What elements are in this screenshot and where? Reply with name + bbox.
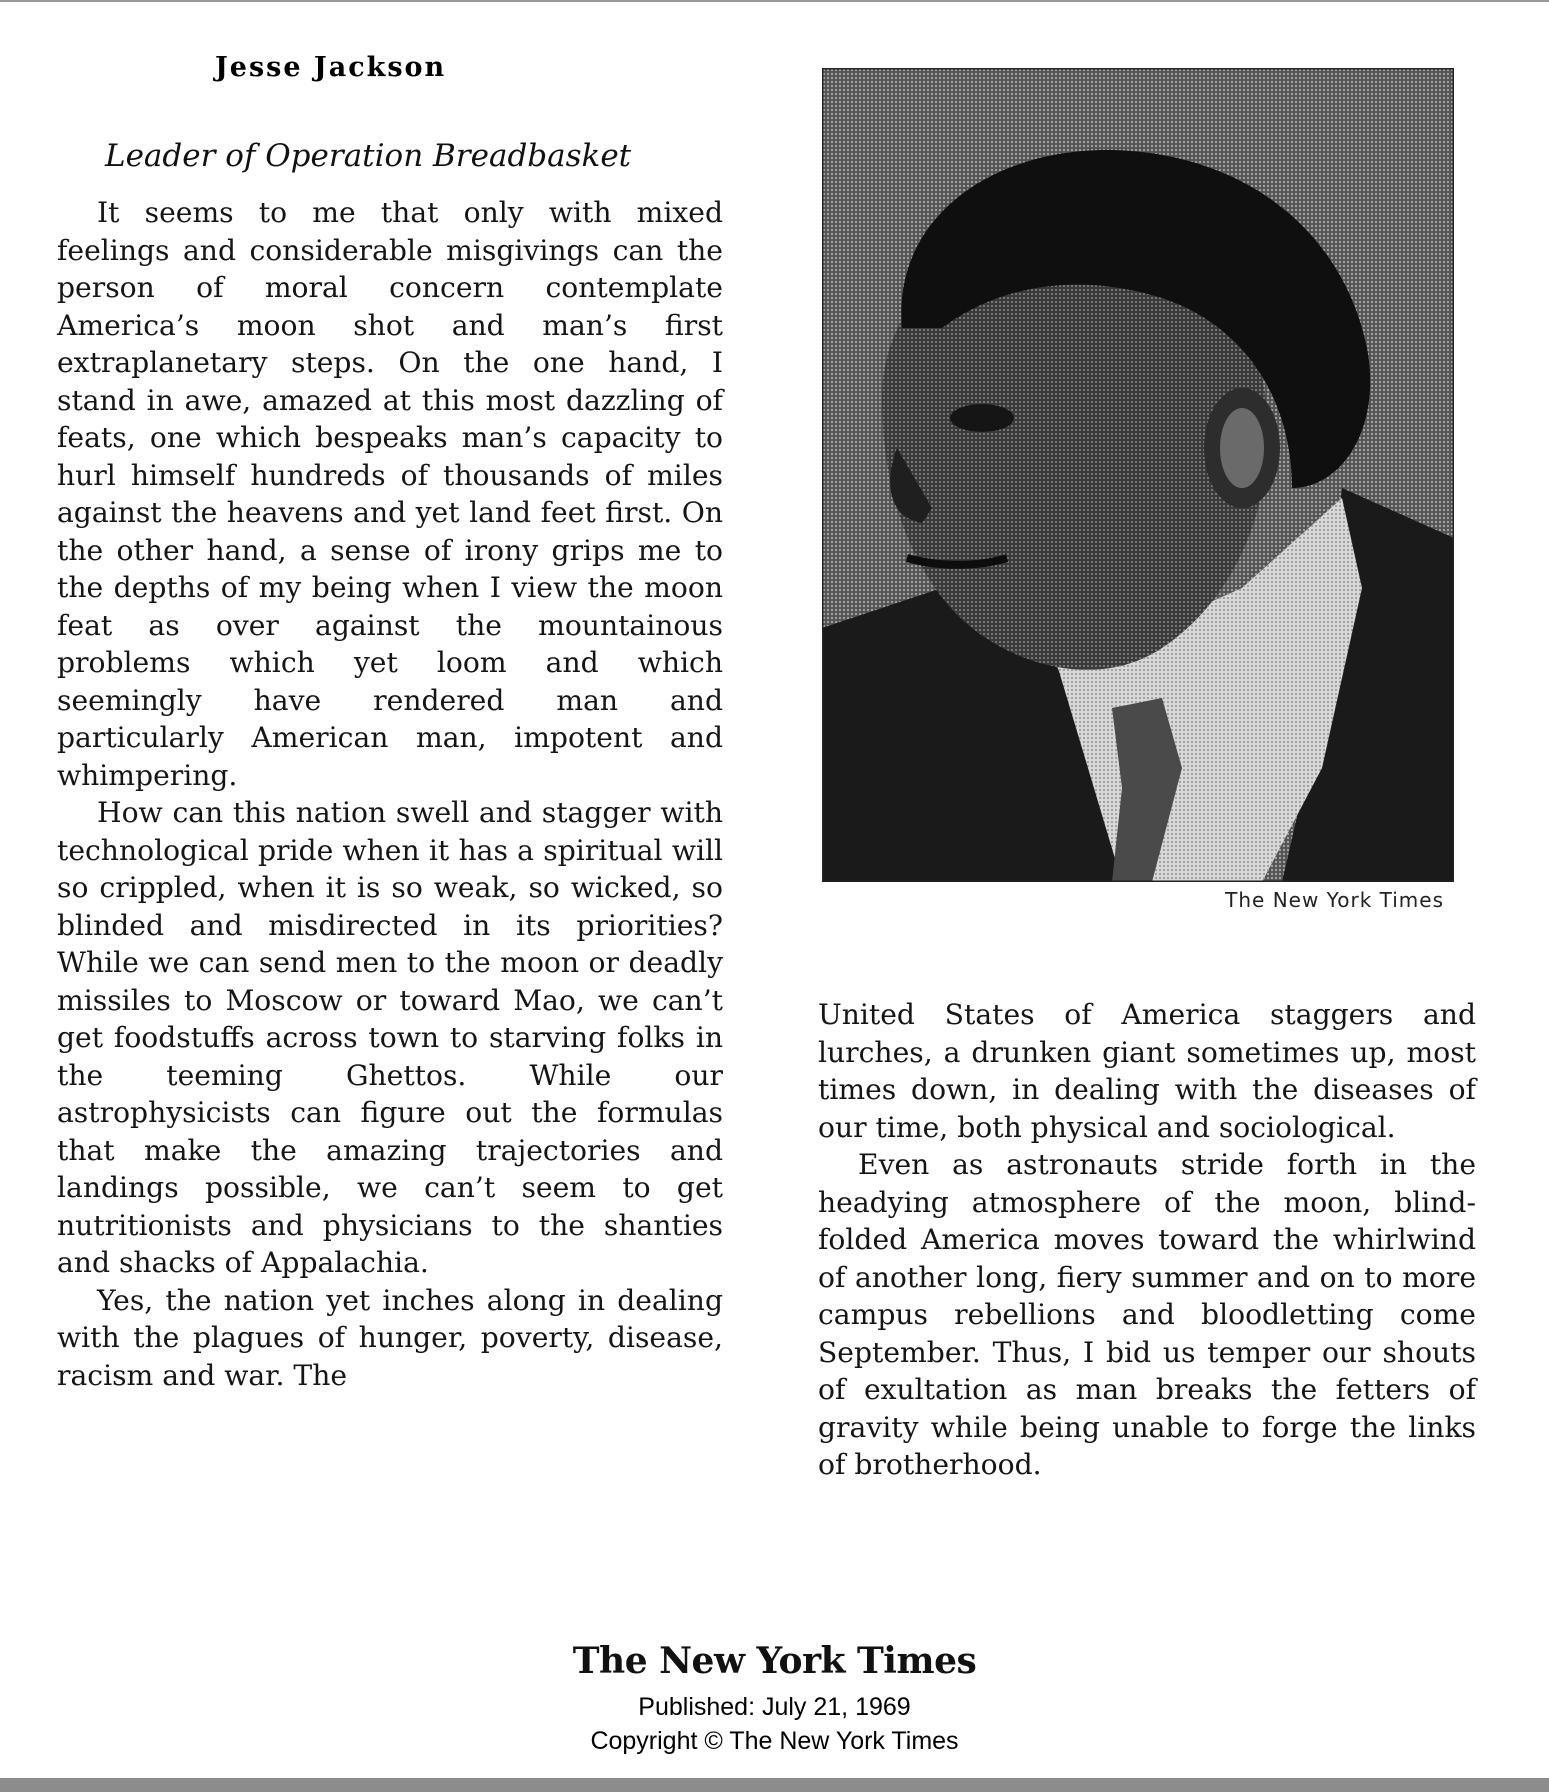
- article-byline: Jesse Jackson: [215, 52, 447, 83]
- nyt-masthead-logo: The New York Times: [572, 1640, 977, 1682]
- photo-credit: The New York Times: [1225, 888, 1444, 912]
- portrait-photo: [822, 68, 1454, 882]
- right-text-column: [818, 996, 1476, 1484]
- footer: [0, 1640, 1549, 1758]
- paragraph-3: Yes, the nation yet inches along in dealing with the plagues of hunger, poverty, disease, racism and war. The: [57, 1283, 723, 1392]
- bottom-border: [0, 1778, 1549, 1792]
- copyright-notice: Copyright © The New York Times: [590, 1727, 959, 1755]
- paragraph-4: United States of America staggers and lurches, a drunken giant sometimes up, most times down, in dealing with the diseases of our time, both physical and sociological.: [818, 998, 1476, 1144]
- publication-date: Published: July 21, 1969: [638, 1693, 911, 1721]
- paragraph-1: It seems to me that only with mixed feelings and considerable misgivings can the person of moral concern contemplate America’s moon shot and man’s first extraplanetary steps. On the one hand, I stand in awe, amazed at this most dazzling of feats, one which bespeaks man’s capacity to hurl himself hundreds of thousands of miles against the heavens and yet land feet first. On the other hand, a sense of irony grips me to the depths of my being when I view the moon feat as over against the mountainous problems which yet loom and which seemingly have rendered man and particularly American man, impotent and whimpering.: [57, 196, 723, 792]
- top-border: [0, 0, 1549, 2]
- article-subtitle: Leader of Operation Breadbasket: [105, 138, 632, 174]
- paragraph-5: Even as astronauts stride forth in the headying atmosphere of the moon, blindfolded America moves toward the whirlwind of another long, fiery summer and on to more campus rebellions and bloodletting come September. Thus, I bid us temper our shouts of exultation as man breaks the fetters of gravity while being unable to forge the links of brotherhood.: [818, 1148, 1476, 1481]
- paragraph-2: How can this nation swell and stagger with technological pride when it has a spiritual will so crippled, when it is so weak, so wicked, so blinded and misdirected in its priorities? While we can send men to the moon or deadly missiles to Moscow or toward Mao, we can’t get foodstuffs across town to starving folks in the teeming Ghettos. While our astrophysicists can figure out the formulas that make the amazing trajectories and landings possible, we can’t seem to get nutritionists and physicians to the shanties and shacks of Appalachia.: [57, 796, 723, 1279]
- left-text-column: [57, 194, 723, 1394]
